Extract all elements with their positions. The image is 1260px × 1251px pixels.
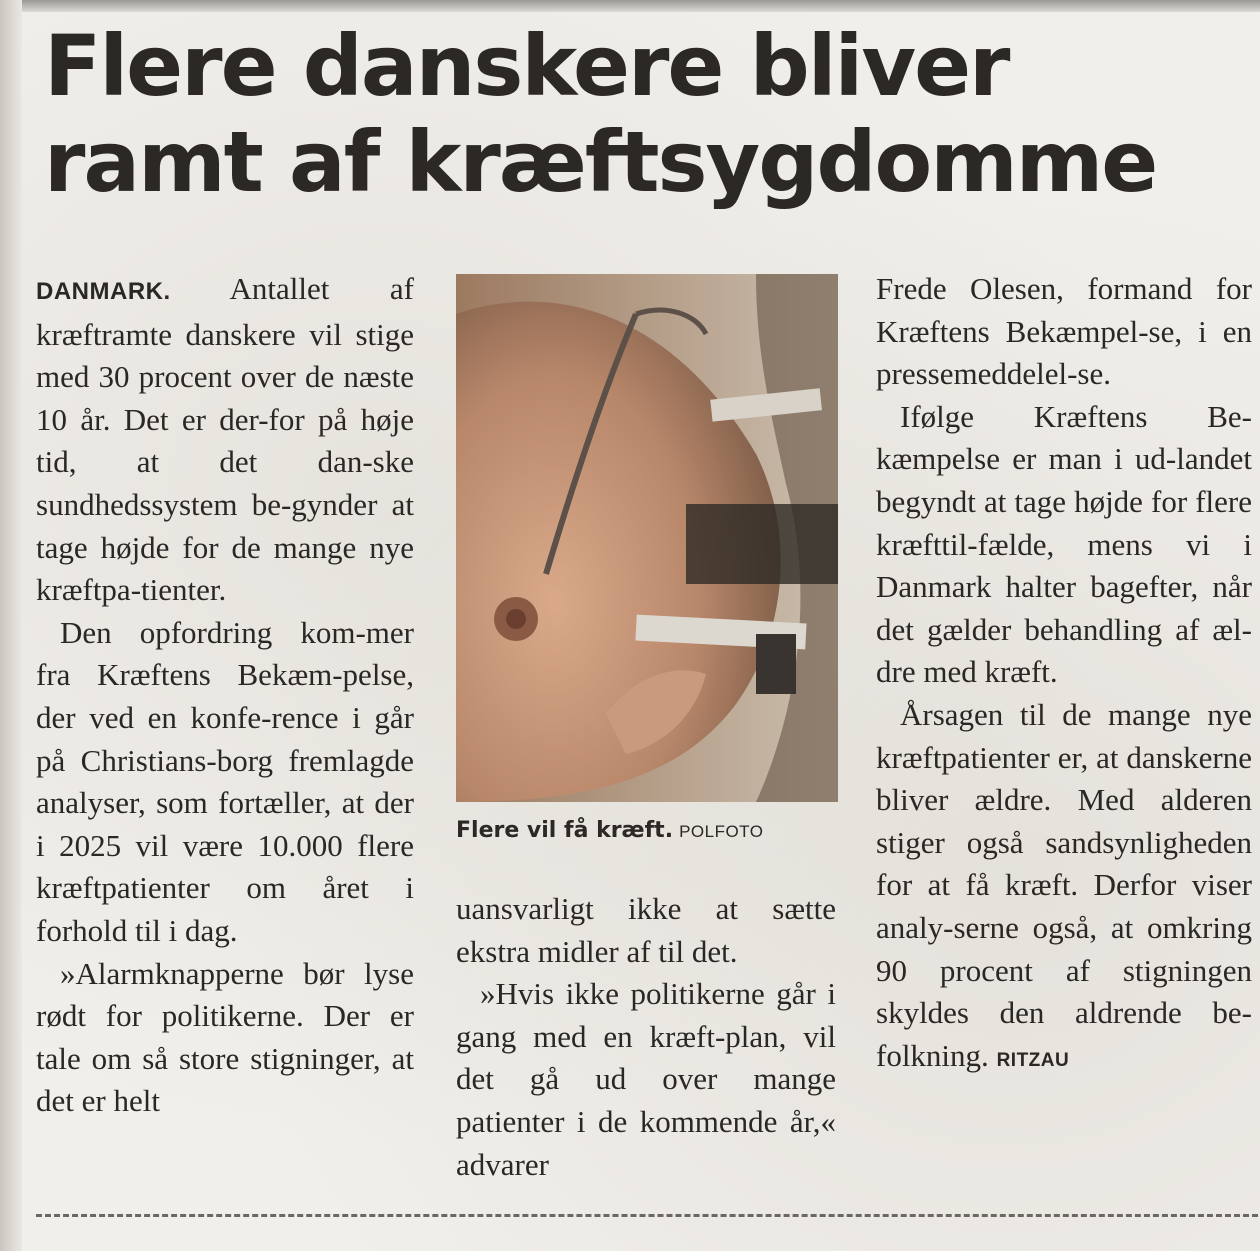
- paragraph: Den opfordring kom-mer fra Kræftens Bekæm-pelse, der ved en konfe-rence i går på Christians-borg fremlagde analyser, som fortæller, at der i 2025 vil være 10.000 flere kræftpatienter om året i forhold til i dag.: [36, 614, 414, 948]
- paragraph: uansvarligt ikke at sætte ekstra midler af til det.: [456, 891, 836, 969]
- paragraph: Ifølge Kræftens Be-kæmpelse er man i ud-landet begyndt at tage højde for flere kræfttil-fælde, mens vi i Danmark halter bagefter, når det gælder behandling af æl-dre med kræft.: [876, 398, 1252, 690]
- headline-line-1: Flere danskere bliver: [44, 17, 1009, 115]
- paragraph: Frede Olesen, formand for Kræftens Bekæmpel-se, i en pressemeddelel-se.: [876, 271, 1252, 392]
- byline: RITZAU: [996, 1049, 1070, 1071]
- photo-caption: [456, 816, 856, 844]
- photo-credit: POLFOTO: [679, 822, 764, 841]
- paragraph-text: Årsagen til de mange nye kræftpatienter er, at danskerne bliver ældre. Med alderen stiger også sandsynligheden for at få kræft. Derfor viser analy-serne også, at omkring 90 procent af stigningen skyldes den aldrende be-folkning.: [876, 696, 1252, 1073]
- headline-line-2: ramt af kræftsygdomme: [44, 113, 1157, 211]
- scan-top-edge: [0, 0, 1260, 12]
- paragraph: [876, 694, 1252, 1082]
- article-column-1: [36, 268, 414, 1123]
- photo-image: [456, 274, 838, 802]
- paragraph: [36, 268, 414, 612]
- dateline: DANMARK.: [36, 278, 171, 305]
- article-column-2: [456, 888, 836, 1186]
- paragraph-text: Antallet af kræftramte danskere vil stige med 30 procent over de næste 10 år. Det er der-for på høje tid, at det dan-ske sundhedssystem be-gynder at tage højde for de mange nye kræftpa-tienter.: [36, 271, 414, 608]
- scan-left-edge: [0, 0, 22, 1251]
- caption-title: Flere vil få kræft.: [456, 818, 674, 843]
- article-headline: [44, 18, 1254, 210]
- bottom-divider: [36, 1214, 1258, 1217]
- article-column-3: [876, 268, 1252, 1082]
- paragraph: »Alarmknapperne bør lyse rødt for politikerne. Der er tale om så store stigninger, at det er helt: [36, 955, 414, 1119]
- paragraph: »Hvis ikke politikerne går i gang med en kræft-plan, vil det gå ud over mange patienter i de kommende år,« advarer: [456, 976, 836, 1182]
- article-photo: [456, 274, 838, 802]
